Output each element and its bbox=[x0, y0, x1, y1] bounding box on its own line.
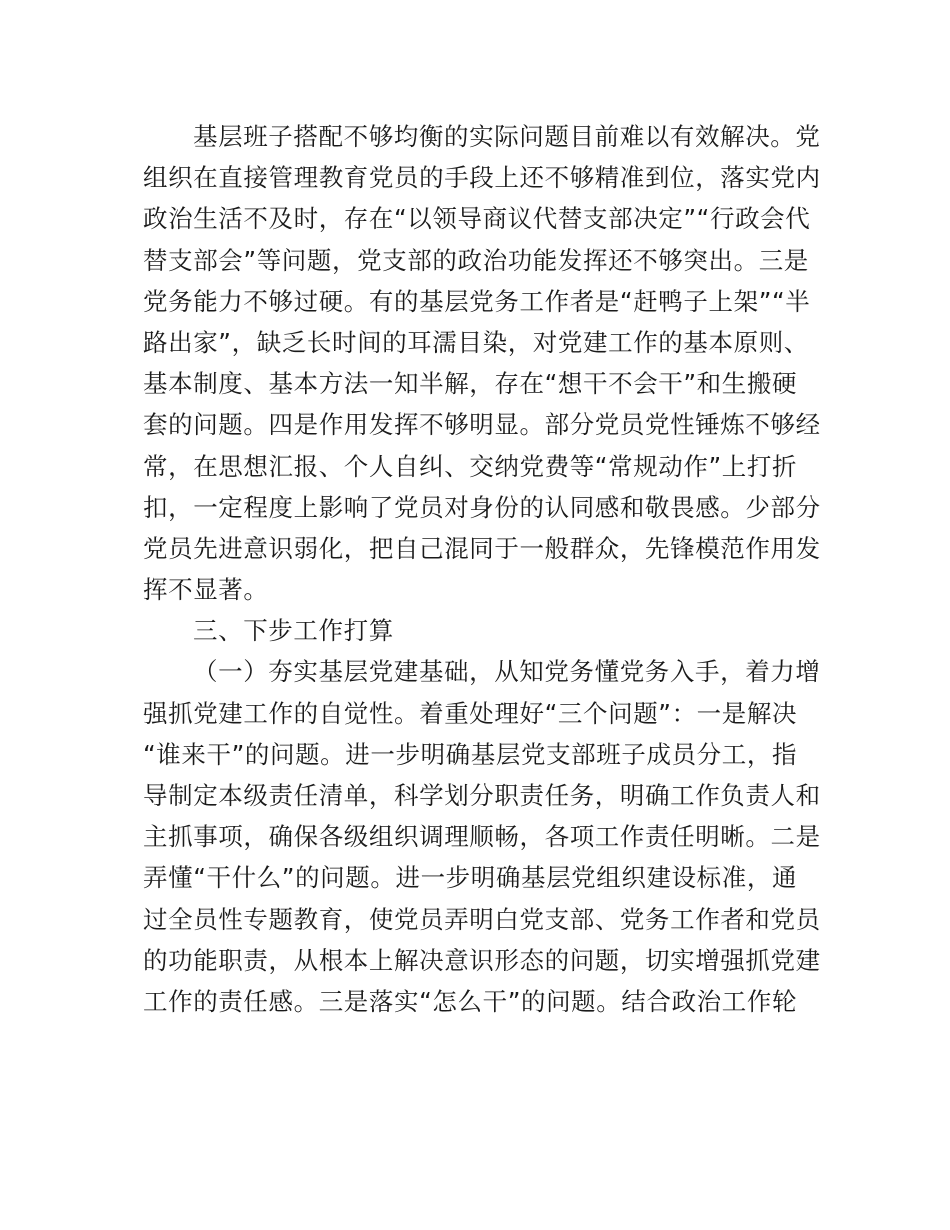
text-line: 常，在思想汇报、个人自纠、交纳党费等“常规动作”上打折 bbox=[143, 451, 798, 481]
text-line: 政治生活不及时，存在“以领导商议代替支部决定”“行政会代 bbox=[143, 204, 811, 234]
text-line: 党员先进意识弱化，把自己混同于一般群众，先锋模范作用发 bbox=[143, 533, 821, 563]
text-line: 组织在直接管理教育党员的手段上还不够精准到位，落实党内 bbox=[143, 163, 821, 193]
text-line: 扣，一定程度上影响了党员对身份的认同感和敬畏感。少部分 bbox=[143, 492, 821, 522]
text-line: 过全员性专题教育，使党员弄明白党支部、党务工作者和党员 bbox=[143, 904, 821, 934]
text-line: “谁来干”的问题。进一步明确基层党支部班子成员分工，指 bbox=[143, 739, 798, 769]
section-heading: 三、下步工作打算 bbox=[193, 616, 394, 646]
text-line: 套的问题。四是作用发挥不够明显。部分党员党性锤炼不够经 bbox=[143, 410, 821, 440]
text-line: 弄懂“干什么”的问题。进一步明确基层党组织建设标准，通 bbox=[143, 863, 798, 893]
text-line: 党务能力不够过硬。有的基层党务工作者是“赶鸭子上架”“半 bbox=[143, 286, 811, 316]
text-line: 路出家”，缺乏长时间的耳濡目染，对党建工作的基本原则、 bbox=[143, 327, 809, 357]
text-line: 的功能职责，从根本上解决意识形态的问题，切实增强抓党建 bbox=[143, 945, 821, 975]
text-line: 替支部会”等问题，党支部的政治功能发挥还不够突出。三是 bbox=[143, 245, 809, 275]
body-text bbox=[143, 116, 823, 1022]
text-line: 主抓事项，确保各级组织调理顺畅，各项工作责任明晰。二是 bbox=[143, 822, 821, 852]
text-line: 基本制度、基本方法一知半解，存在“想干不会干”和生搬硬 bbox=[143, 369, 798, 399]
text-line: 导制定本级责任清单，科学划分职责任务，明确工作负责人和 bbox=[143, 781, 821, 810]
text-line: 挥不显著。 bbox=[143, 575, 269, 605]
text-line: 工作的责任感。三是落实“怎么干”的问题。结合政治工作轮 bbox=[143, 986, 798, 1016]
text-line: （一）夯实基层党建基础，从知党务懂党务入手，着力增 bbox=[193, 657, 821, 687]
text-line: 强抓党建工作的自觉性。着重处理好“三个问题”：一是解决 bbox=[143, 698, 798, 728]
text-line: 基层班子搭配不够均衡的实际问题目前难以有效解决。党 bbox=[193, 122, 821, 151]
